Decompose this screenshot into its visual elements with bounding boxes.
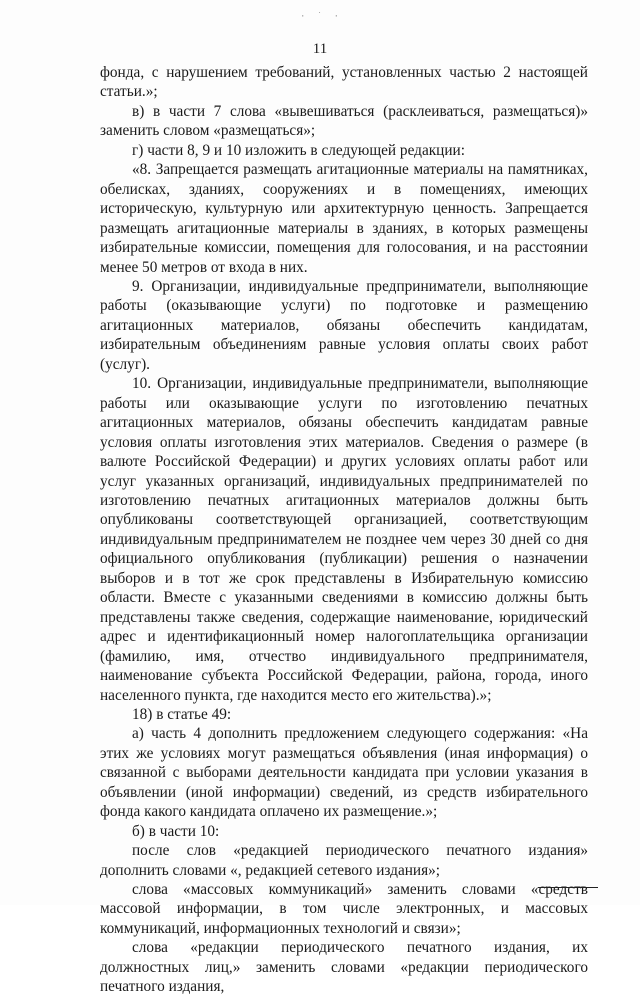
page-number: 11 [312, 41, 328, 57]
paragraph: 18) в статье 49: [132, 705, 232, 723]
paragraph: слова «редакции периодического печатного издания, их должностных лиц,» заменить словами «редакции периодического печатного издания, [100, 939, 588, 996]
paragraph: после слов «редакцией периодического печатного издания» дополнить словами «, редакцией сетевого издания»; [100, 842, 588, 879]
paragraph: 10. Организации, индивидуальные предприниматели, выполняющие работы или оказывающие услуги по изготовлению печатных агитационных материалов, обязаны обеспечить кандидатам равные условия оплаты изготовления этих материалов. Сведения о размере (в валюте Российской Федерации) и других условиях оплаты работ или услуг указанных организаций, индивидуальных предпринимателей по изготовлению печатных агитационных материалов должны быть опубликованы соответствующей организацией, соответствующим индивидуальным предпринимателем не позднее чем через 30 дней со дня официального опубликования (публикации) решения о назначении выборов и в тот же срок представлены в Избирательную комиссию области. Вместе с указанными сведениями в комиссию должны быть представлены также сведения, содержащие наименование, юридический адрес и идентификационный номер налогоплательщика организации (фамилию, имя, отчество индивидуального предпринимателя, наименование субъекта Российской Федерации, района, города, иного населенного пункта, где находится место его жительства).»; [100, 375, 588, 704]
paragraph: г) части 8, 9 и 10 изложить в следующей редакции: [132, 141, 465, 159]
document-body [100, 63, 588, 997]
paragraph: а) часть 4 дополнить предложением следующего содержания: «На этих же условиях могут размещаться объявления (иная информация) о связанной с выборами деятельности кандидата при условии указания в объявлении (иной информации) сведений, из средств избирательного фонда какого кандидата оплачено их размещение.»; [100, 725, 588, 821]
paragraph: в) в части 7 слова «вывешиваться (расклеиваться, размещаться)» заменить словом «размещаться»; [100, 102, 588, 140]
paragraph: фонда, с нарушением требований, установленных частью 2 настоящей статьи.»; [100, 64, 588, 101]
paragraph: слова «массовых коммуникаций» заменить словами «средств массовой информации, в том числе электронных, и массовых коммуникаций, информационных технологий и связи»; [100, 881, 588, 937]
paragraph: «8. Запрещается размещать агитационные материалы на памятниках, обелисках, зданиях, сооружениях и в помещениях, имеющих историческую, культурную или архитектурную ценность. Запрещается размещать агитационные материалы в зданиях, в которых размещены избирательные комиссии, помещения для голосования, и на расстоянии менее 50 метров от входа в них. [100, 161, 588, 276]
footer-rule [538, 887, 598, 888]
scan-specks: · ˙ · [300, 12, 343, 22]
paragraph: 9. Организации, индивидуальные предприниматели, выполняющие работы (оказывающие услуги) по подготовке и размещению агитационных материалов, обязаны обеспечить кандидатам, избирательным объединениям равные условия оплаты своих работ (услуг). [100, 277, 588, 373]
paragraph: б) в части 10: [132, 822, 220, 840]
